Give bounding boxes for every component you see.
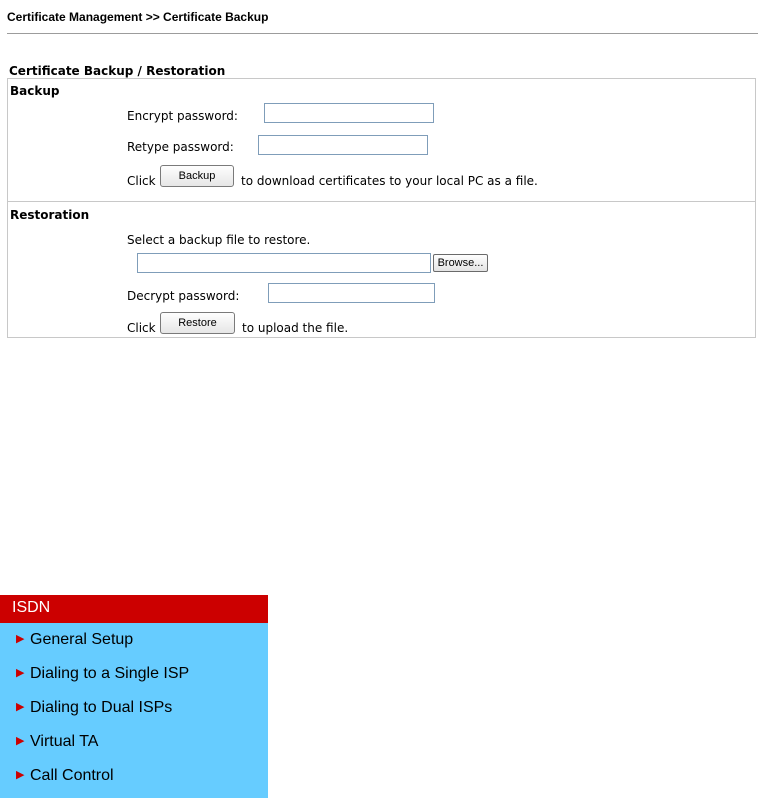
menu-item-label: Call Control xyxy=(30,767,114,784)
triangle-right-icon: ▶ xyxy=(16,735,25,747)
panel-divider xyxy=(7,201,756,202)
encrypt-password-input[interactable] xyxy=(264,103,434,123)
browse-button[interactable]: Browse... xyxy=(433,254,488,272)
backup-click-text: Click xyxy=(127,174,156,188)
retype-password-label: Retype password: xyxy=(127,140,234,154)
encrypt-password-label: Encrypt password: xyxy=(127,109,238,123)
backup-button[interactable]: Backup xyxy=(160,165,234,187)
backup-description: to download certificates to your local PC as a file. xyxy=(241,174,538,188)
menu-item-label: General Setup xyxy=(30,631,134,648)
restore-description: to upload the file. xyxy=(242,321,349,335)
restoration-heading: Restoration xyxy=(10,208,90,222)
breadcrumb: Certificate Management >> Certificate Backup xyxy=(7,10,269,24)
triangle-right-icon: ▶ xyxy=(16,769,25,781)
retype-password-input[interactable] xyxy=(258,135,428,155)
triangle-right-icon: ▶ xyxy=(16,701,25,713)
backup-heading: Backup xyxy=(10,84,60,98)
section-title: Certificate Backup / Restoration xyxy=(9,64,226,78)
restore-button[interactable]: Restore xyxy=(160,312,235,334)
triangle-right-icon: ▶ xyxy=(16,667,25,679)
decrypt-password-label: Decrypt password: xyxy=(127,289,240,303)
menu-item-dialing-dual-isps[interactable] xyxy=(16,699,172,723)
isdn-menu xyxy=(0,595,268,798)
select-backup-file-text: Select a backup file to restore. xyxy=(127,233,311,247)
menu-item-label: Dialing to Dual ISPs xyxy=(30,699,173,716)
header-divider xyxy=(7,33,758,34)
menu-item-general-setup[interactable] xyxy=(16,631,133,655)
menu-item-label: Virtual TA xyxy=(30,733,99,750)
isdn-menu-title: ISDN xyxy=(12,599,51,616)
menu-item-virtual-ta[interactable] xyxy=(16,733,98,757)
menu-item-dialing-single-isp[interactable] xyxy=(16,665,189,689)
isdn-menu-header xyxy=(0,595,268,623)
menu-item-label: Dialing to a Single ISP xyxy=(30,665,190,682)
restore-click-text: Click xyxy=(127,321,156,335)
triangle-right-icon: ▶ xyxy=(16,633,25,645)
backup-file-path-input[interactable] xyxy=(137,253,431,273)
decrypt-password-input[interactable] xyxy=(268,283,435,303)
menu-item-call-control[interactable] xyxy=(16,767,114,791)
